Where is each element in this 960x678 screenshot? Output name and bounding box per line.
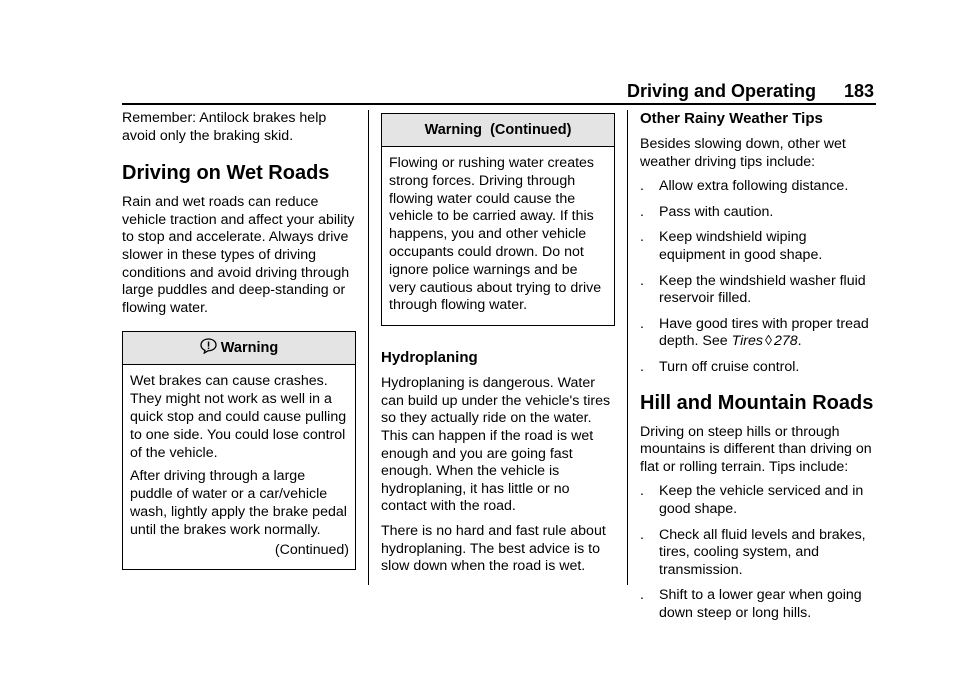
list-item-text: Allow extra following distance. (659, 178, 849, 195)
list-item-text: Have good tires with proper tread depth. See (659, 315, 869, 350)
warning-paragraph-2: After driving through a large puddle of water or a car/vehicle wash, lightly apply the brake pedal until the brakes work normally. (130, 468, 347, 538)
column-divider-1 (368, 110, 369, 585)
list-item (640, 359, 876, 377)
list-item-text: Keep the vehicle serviced and in good shape. (659, 483, 864, 517)
page-number: 183 (843, 81, 874, 101)
bullet-marker: . (640, 483, 644, 500)
bullet-marker: . (640, 229, 644, 246)
page-header (122, 81, 876, 105)
list-item-text: Keep the windshield washer fluid reservoir filled. (659, 272, 866, 307)
list-item (640, 273, 876, 308)
bullet-marker: . (640, 178, 644, 195)
column-divider-2 (627, 110, 628, 585)
alert-bubble-icon (200, 334, 217, 366)
page-reference-icon: ◊ (764, 333, 772, 350)
list-item-text: Turn off cruise control. (659, 358, 800, 375)
bullet-marker: . (640, 315, 644, 332)
warning-continued-title-bar (382, 114, 614, 147)
section-title: Driving and Operating (626, 81, 816, 101)
list-item-text: Pass with caution. (659, 203, 774, 220)
heading-hill-mountain: Hill and Mountain Roads (640, 391, 874, 414)
tires-reference-page[interactable]: 278 (774, 333, 798, 350)
bullet-marker: . (640, 203, 644, 220)
warning-title: Warning (220, 340, 279, 357)
warning-continued-body (382, 147, 614, 325)
column-1 (122, 110, 356, 570)
hydroplaning-paragraph-1: Hydroplaning is dangerous. Water can build up under the vehicle's tires so they actually ride on the water. This can happen if the road is wet enough and you are going fast enough. When the vehicle is hydroplaning, it has little or no contact with the road. (381, 375, 611, 515)
hydroplaning-paragraph-2: There is no hard and fast rule about hydroplaning. The best advice is to slow down when the road is wet. (381, 522, 606, 575)
list-item-tires (640, 316, 876, 351)
bullet-marker: . (640, 272, 644, 289)
continued-label: (Continued) (274, 541, 349, 558)
heading-rainy-tips: Other Rainy Weather Tips (640, 110, 823, 127)
antilock-note: Remember: Antilock brakes help avoid only the braking skid. (122, 110, 327, 144)
bullet-marker: . (640, 358, 644, 375)
list-item (640, 229, 876, 264)
warning-title-bar (123, 332, 355, 365)
bullet-marker: . (640, 587, 644, 604)
list-item (640, 483, 876, 518)
bullet-marker: . (640, 526, 644, 543)
list-item (640, 178, 876, 196)
list-item-text: Check all fluid levels and brakes, tires, cooling system, and transmission. (659, 526, 866, 578)
list-item-text: Shift to a lower gear when going down steep or long hills. (659, 587, 862, 621)
list-item-end: . (797, 333, 802, 350)
warning-paragraph-1: Wet brakes can cause crashes. They might not work as well in a quick stop and could cause pulling to one side. You could lose control of the vehicle. (130, 373, 347, 461)
wet-roads-paragraph: Rain and wet roads can reduce vehicle traction and affect your ability to stop and accelerate. Always drive slower in these types of driving conditions and avoid driving through large puddles and deep-standing or flowing water. (122, 194, 355, 316)
warning-continued-title: Warning (Continued) (424, 122, 572, 138)
list-item (640, 587, 876, 622)
heading-wet-roads: Driving on Wet Roads (122, 162, 330, 185)
flowing-water-paragraph: Flowing or rushing water creates strong forces. Driving through flowing water could cause the vehicle to be carried away. If this happens, you and other vehicle occupants could drown. Do not ignore police warnings and be very cautious about trying to drive through flowing water. (389, 155, 602, 314)
list-item (640, 204, 876, 222)
warning-body (123, 365, 355, 569)
list-item (640, 527, 876, 580)
header-rule (122, 103, 876, 105)
column-3 (640, 110, 876, 630)
warning-box-continued (381, 113, 615, 326)
heading-hydroplaning: Hydroplaning (381, 349, 478, 367)
hill-mountain-intro: Driving on steep hills or through mountains is different than driving on flat or rolling terrain. Tips include: (640, 423, 872, 475)
tires-reference-link[interactable]: Tires (731, 333, 763, 350)
column-2 (381, 110, 615, 583)
list-item-text: Keep windshield wiping equipment in good shape. (659, 229, 823, 263)
rainy-tips-intro: Besides slowing down, other wet weather driving tips include: (640, 136, 846, 170)
warning-box-wet-brakes (122, 331, 356, 570)
